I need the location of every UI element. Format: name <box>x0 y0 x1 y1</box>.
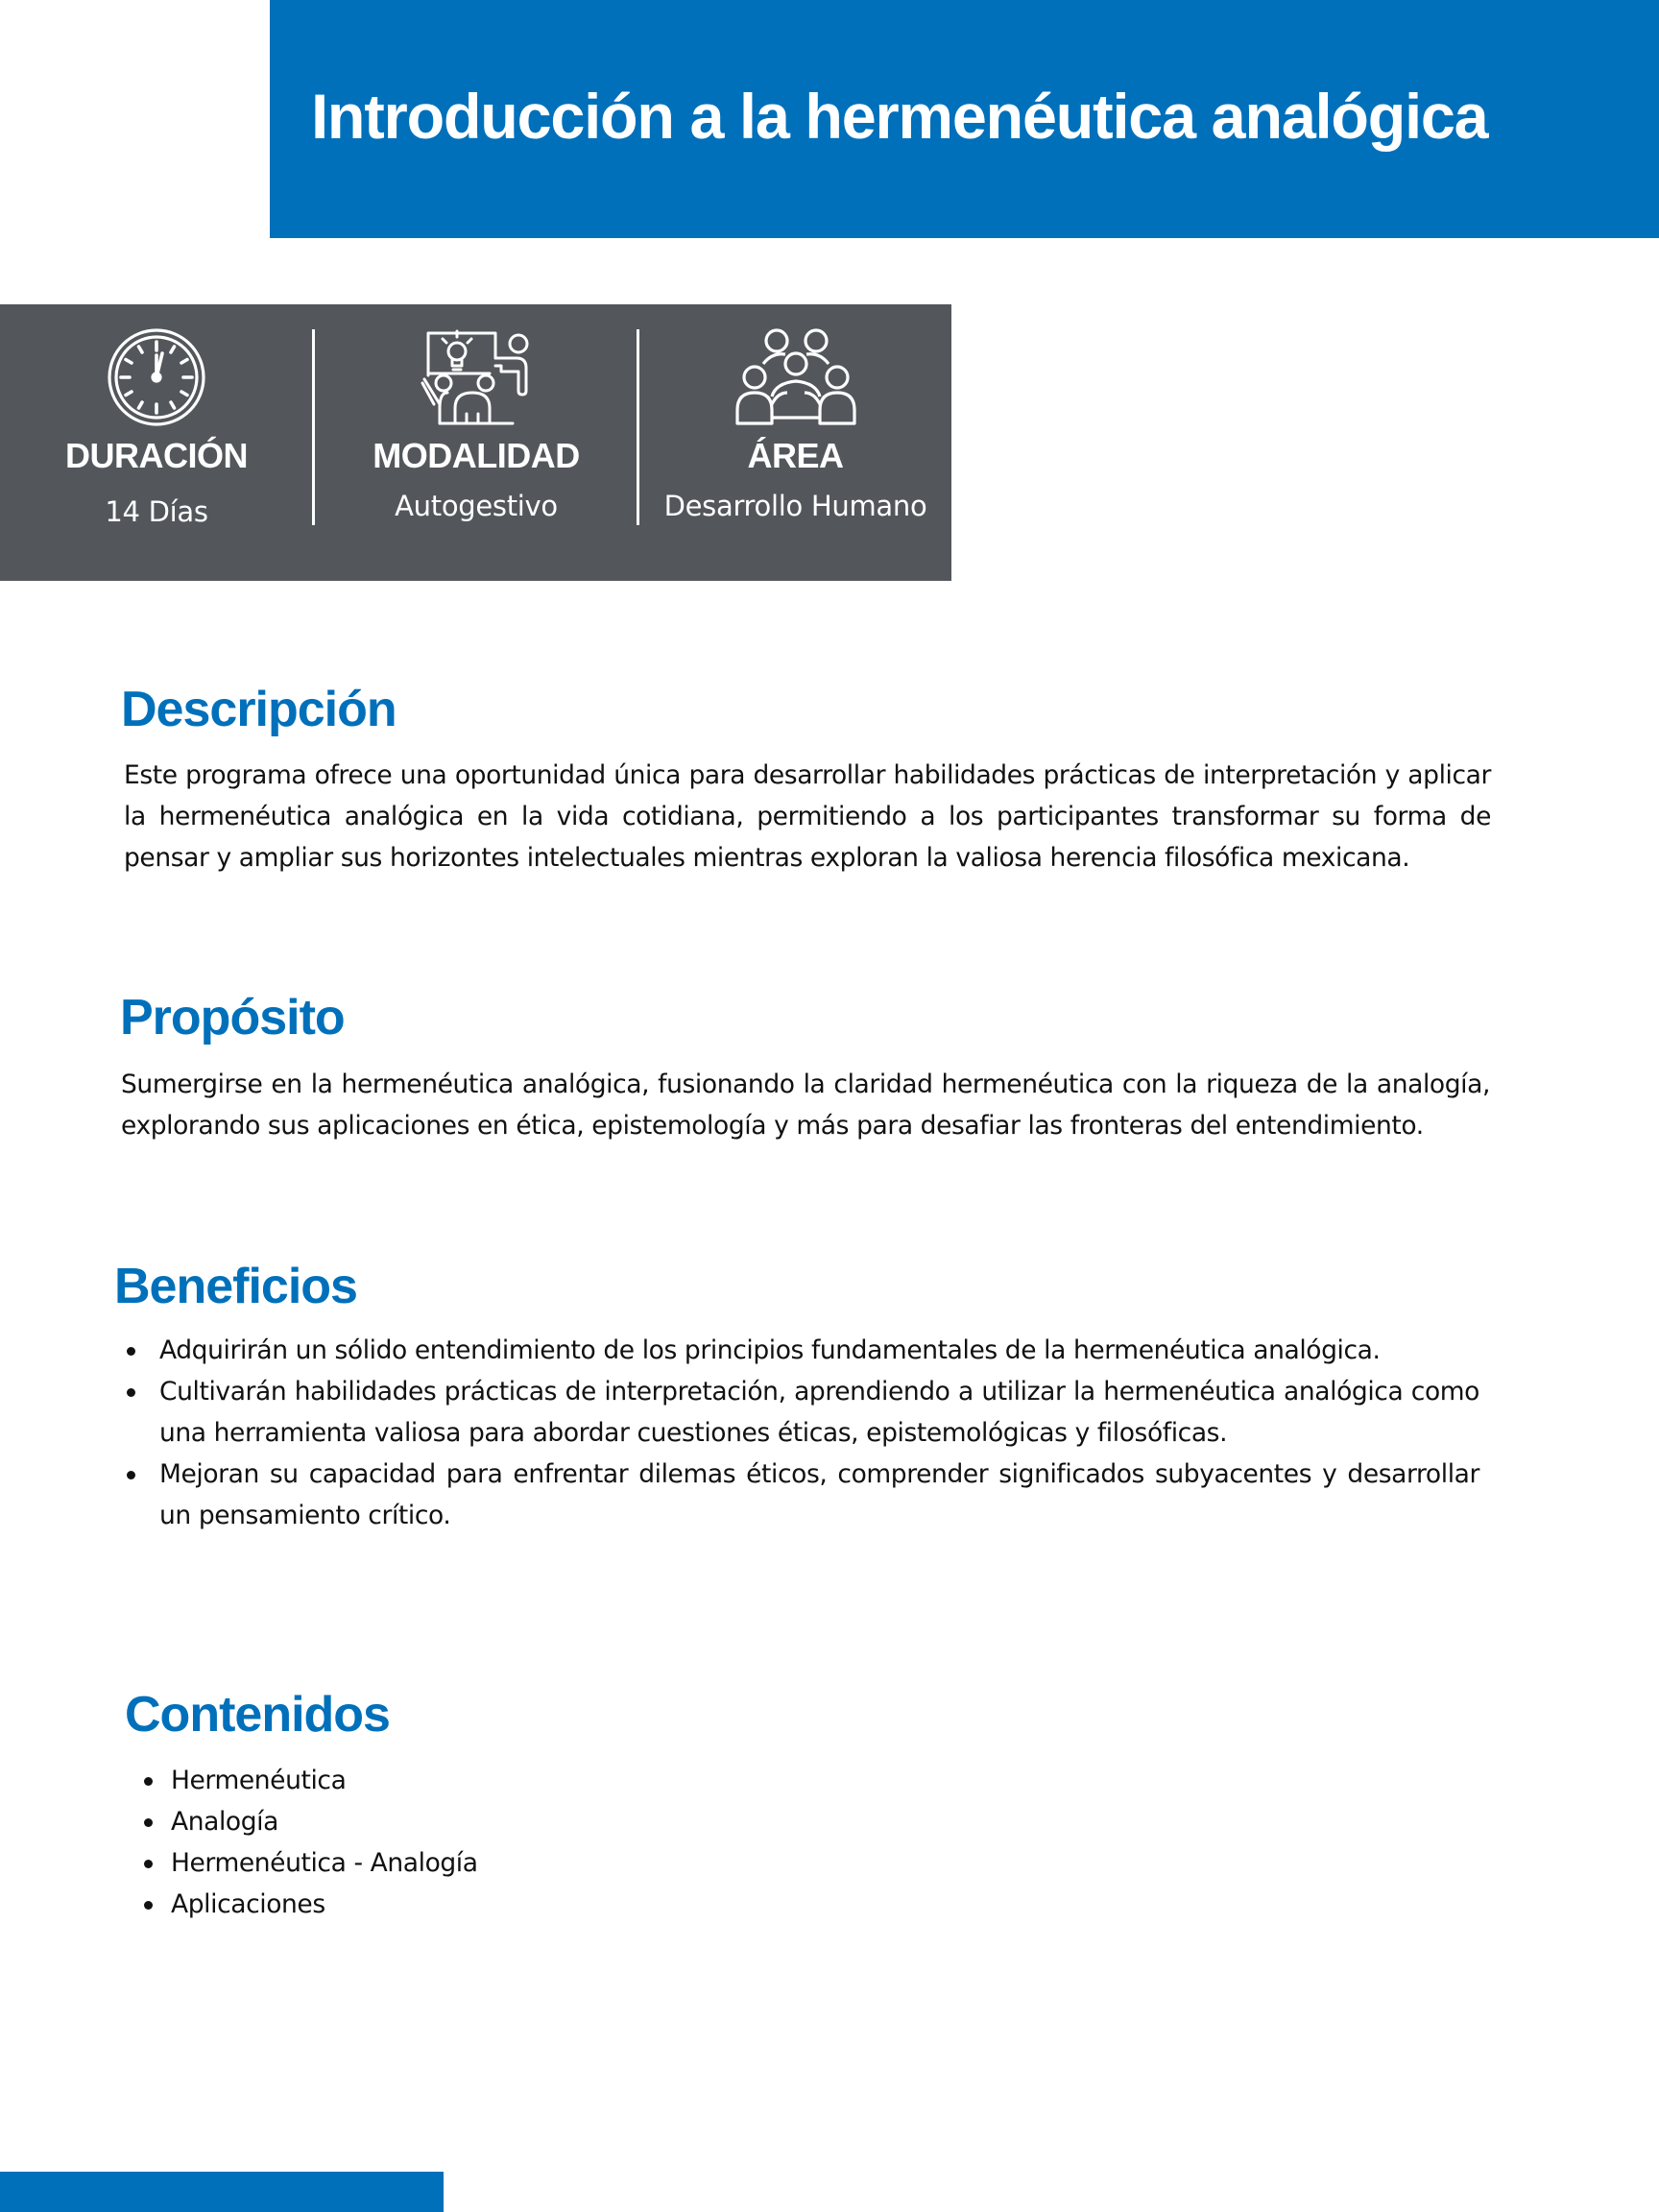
header-band <box>270 0 1659 238</box>
bullet-icon <box>127 1471 135 1479</box>
bullet-icon <box>144 1860 153 1868</box>
list-item: Mejoran su capacidad para enfrentar dilemas éticos, comprender significados subyacentes y desarrollar un pensamiento crítico. <box>159 1454 1479 1536</box>
list-item: Analogía <box>171 1801 843 1842</box>
duration-label: DURACIÓN <box>65 436 248 475</box>
footer-bar <box>0 2172 444 2212</box>
area-label: ÁREA <box>747 436 844 475</box>
list-item: Hermenéutica <box>171 1760 843 1801</box>
bullet-icon <box>144 1818 153 1827</box>
course-info-panel <box>0 304 951 581</box>
info-duration <box>0 304 313 581</box>
bullet-icon <box>144 1777 153 1786</box>
info-area <box>639 304 951 581</box>
list-item: Cultivarán habilidades prácticas de interpretación, aprendiendo a utilizar la hermenéutica analógica como una herramienta valiosa para abordar cuestiones éticas, epistemológicas y filosóficas. <box>159 1371 1479 1454</box>
purpose-heading: Propósito <box>120 990 345 1046</box>
contents-list <box>171 1760 843 1925</box>
bullet-icon <box>127 1388 135 1397</box>
bullet-icon <box>144 1901 153 1910</box>
description-text: Este programa ofrece una oportunidad única para desarrollar habilidades prácticas de interpretación y aplicar la hermenéutica analógica en la vida cotidiana, permitiendo a los participantes transformar su forma de pensar y ampliar sus horizontes intelectuales mientras exploran la valiosa herencia filosófica mexicana. <box>124 760 1491 873</box>
benefits-list <box>159 1330 1479 1536</box>
purpose-text: Sumergirse en la hermenéutica analógica, fusionando la claridad hermenéutica con la riqueza de la analogía, explorando sus aplicaciones en ética, epistemología y más para desafiar las fronteras del entendimiento. <box>121 1070 1490 1141</box>
area-value: Desarrollo Humano <box>663 490 927 522</box>
presentation-teacher-icon <box>419 327 534 431</box>
list-item: Hermenéutica - Analogía <box>171 1842 843 1884</box>
group-people-icon <box>733 327 858 431</box>
duration-value: 14 Días <box>105 495 208 528</box>
list-item: Aplicaciones <box>171 1884 843 1925</box>
modality-value: Autogestivo <box>395 490 558 522</box>
contents-heading: Contenidos <box>125 1687 390 1743</box>
list-item: Adquirirán un sólido entendimiento de los principios fundamentales de la hermenéutica analógica. <box>159 1330 1479 1371</box>
description-heading: Descripción <box>121 682 397 737</box>
clock-icon <box>107 327 206 431</box>
bullet-icon <box>127 1347 135 1356</box>
modality-label: MODALIDAD <box>373 436 580 475</box>
page-title: Introducción a la hermenéutica analógica <box>311 81 1488 152</box>
benefits-heading: Beneficios <box>114 1259 357 1314</box>
info-modality <box>315 304 637 581</box>
